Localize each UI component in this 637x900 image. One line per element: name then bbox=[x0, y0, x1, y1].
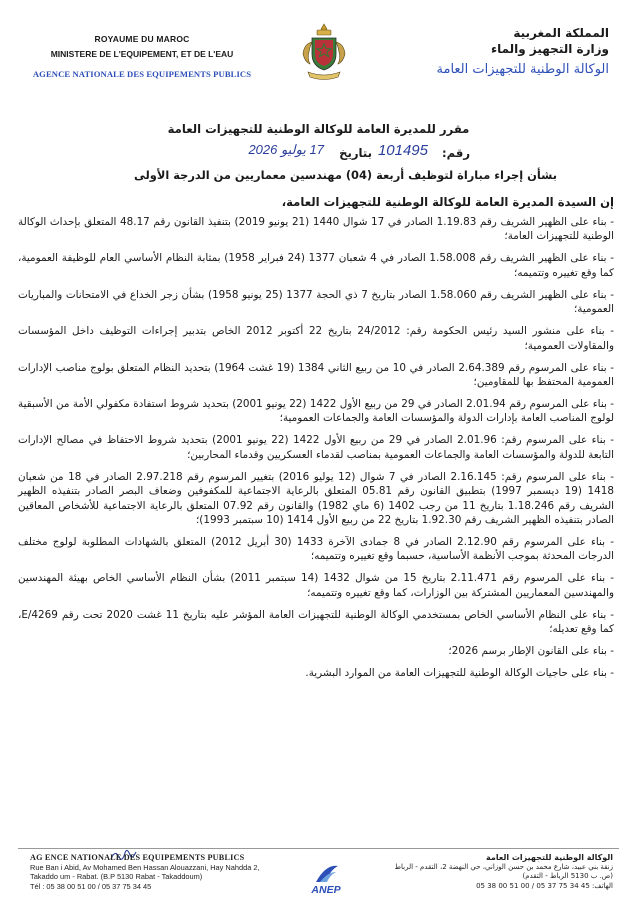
footer-address-line2-fr: Takaddo um - Rabat. (B.P 5130 Rabat - Takaddoum) bbox=[30, 872, 203, 882]
decision-subject: بشأن إجراء مباراة لتوظيف أربعة (04) مهندسين معماريين من الدرجة الأولى bbox=[133, 168, 557, 182]
agency-label-fr: AGENCE NATIONALE DES EQUIPEMENTS PUBLICS bbox=[32, 69, 252, 79]
reference-line bbox=[170, 144, 470, 168]
moroccan-coat-of-arms-icon bbox=[298, 22, 350, 86]
ministry-label-ar: وزارة التجهيز والماء bbox=[490, 42, 609, 56]
footer-french bbox=[30, 853, 300, 891]
kingdom-label-ar: المملكة المغربية bbox=[513, 26, 609, 40]
legal-clause: - بناء على المرسوم رقم 2.01.94 الصادر في 29 من ربيع الأول 1422 (22 يونيو 2001) بتحديد شروط استفادة مكفولي الأمة من الأسبقية لولوج المناصب العامة بإدارات الدولة والمؤسسات العامة والجماعات العمومية؛ bbox=[18, 398, 615, 425]
footer-phone-fr: Tél : 05 38 00 51 00 / 05 37 75 34 45 bbox=[30, 881, 152, 891]
legal-clause: - بناء على منشور السيد رئيس الحكومة رقم: 24/2012 بتاريخ 22 أكتوبر 2012 الخاص بتدبير إجراءات التوظيف داخل المؤسسات والمقاولات العمومية؛ bbox=[18, 325, 615, 352]
footer-address-line1-ar: زنقة بني عبيد، شارع محمد بن حسن الوزاني، حي النهضة 2، التقدم - الرباط bbox=[394, 862, 613, 871]
letterhead-arabic bbox=[349, 26, 609, 77]
reference-number: 101495 bbox=[377, 142, 428, 159]
footer-address-line2-ar: (ص. ب 5130 الرباط - التقدم) bbox=[522, 872, 613, 881]
legal-clause: - بناء على حاجيات الوكالة الوطنية للتجهيزات العامة من الموارد البشرية. bbox=[305, 667, 614, 680]
legal-clause: - بناء على المرسوم رقم 2.11.471 بتاريخ 15 من شوال 1432 (14 سبتمبر 2011) بشأن النظام الأساسي الخاص بهيئة المهندسين والمهندسين المعماريين المشتركة بين الوزارات، كما وقع تغييره وتتميمه؛ bbox=[18, 572, 614, 599]
date-label: بتاريخ bbox=[339, 146, 372, 160]
legal-clause: - بناء على المرسوم رقم: 2.16.145 الصادر في 7 شوال (12 يوليو 2016) بتغيير المرسوم رقم 2.97.218 الصادر في 18 من شعبان 1418 (19 ديسمبر 1997) بتطبيق القانون رقم 05.81 المتعلق بالرعاية الاجتماعية للمكفوفين وضعاف البصر الصادر بتنفيذه الظهير الشريف رقم 1.18.246 بتاريخ 11 من رجب 1402 (6 ماي 1982) والقانون رقم 07.92 المتعلق بالرعاية الاجتماعية للأشخاص المعاقين الصادر بتنفيذه الظهير الشريف رقم 1.92.30 بتاريخ 22 من ربيع الأول 1414 (10 سبتمبر 1993)؛ bbox=[18, 470, 615, 527]
legal-clause: - بناء على الظهير الشريف رقم 1.19.83 الصادر في 17 شوال 1440 (21 يونيو 2019) بتنفيذ القانون رقم 48.17 المتعلق بإحداث الوكالة الوطنية للتجهيزات العامة؛ bbox=[18, 216, 614, 243]
footer-address-line1-fr: Rue Ban i Abid, Av Mohamed Ben Hassan Alouazzani, Hay Nahdda 2, bbox=[30, 862, 260, 872]
footer-agency-name-ar: الوكالة الوطنية للتجهيزات العامة bbox=[486, 853, 613, 862]
reference-label: رقم: bbox=[442, 146, 470, 160]
footer-agency-name-fr: AG ENCE NATIONALE DES EQUIPEMENTS PUBLICS bbox=[30, 853, 245, 862]
addressee-heading: إن السيدة المديرة العامة للوكالة الوطنية للتجهيزات العامة، bbox=[281, 195, 614, 209]
letterhead-french bbox=[22, 34, 262, 79]
ministry-label-fr: MINISTERE DE L'EQUIPEMENT, ET DE L'EAU bbox=[50, 49, 234, 59]
agency-label-ar: الوكالة الوطنية للتجهيزات العامة bbox=[436, 62, 609, 77]
anep-logo-text: ANEP bbox=[311, 884, 341, 896]
legal-clause: - بناء على المرسوم رقم 2.64.389 الصادر في 10 من ربيع الثاني 1384 (19 غشت 1964) بتحديد النظام المتعلق بولوج مناصب الإدارات العمومية المحتفظ بها للمقاومين؛ bbox=[18, 361, 615, 389]
legal-clause: - بناء على الظهير الشريف رقم 1.58.060 الصادر بتاريخ 7 ذي الحجة 1377 (25 يونيو 1958) بشأن زجر الخداع في الامتحانات والمباريات العمومية؛ bbox=[18, 288, 615, 316]
legal-clause: - بناء على النظام الأساسي الخاص بمستخدمي الوكالة الوطنية للتجهيزات العامة المؤشر عليه بتاريخ 11 غشت 2020 تحت رقم E/4269، كما وقع تعديله؛ bbox=[18, 608, 614, 636]
decision-title: مقرر للمديرة العامة للوكالة الوطنية للتجهيزات العامة bbox=[167, 122, 470, 136]
legal-clause: - بناء على المرسوم رقم 2.12.90 الصادر في 8 جمادى الآخرة 1433 (30 أبريل 2012) المتعلق بالشهادات المطلوبة لولوج مختلف الدرجات المحدثة بموجب الأنظمة الأساسية، حسبما وقع تغييره وتتميمه؛ bbox=[18, 536, 614, 563]
legal-basis-list bbox=[18, 215, 614, 688]
footer-phone-ar: 05 38 00 51 00 / 05 37 75 34 45 :الهاتف bbox=[476, 881, 613, 890]
decision-date: 17 يوليو 2026 bbox=[248, 142, 324, 157]
legal-clause: - بناء على المرسوم رقم: 2.01.96 الصادر في 29 من ربيع الأول 1422 (22 يونيو 2001) بتحديد شروط الاحتفاظ في مصالح الإدارات التابعة للدولة والمؤسسات العامة والجماعات العمومية بمناصب لقدماء العسكريين وقدماء المحاربين؛ bbox=[18, 434, 614, 461]
footer-arabic bbox=[363, 853, 613, 891]
kingdom-label-fr: ROYAUME DU MAROC bbox=[94, 34, 190, 44]
legal-clause: - بناء على القانون الإطار برسم 2026؛ bbox=[448, 645, 614, 658]
legal-clause: - بناء على الظهير الشريف رقم 1.58.008 الصادر في 4 شعبان 1377 (24 فبراير 1958) بمثابة النظام الأساسي العام للوظيفة العمومية، كما وقع تغييره وتتميمه؛ bbox=[18, 252, 614, 279]
